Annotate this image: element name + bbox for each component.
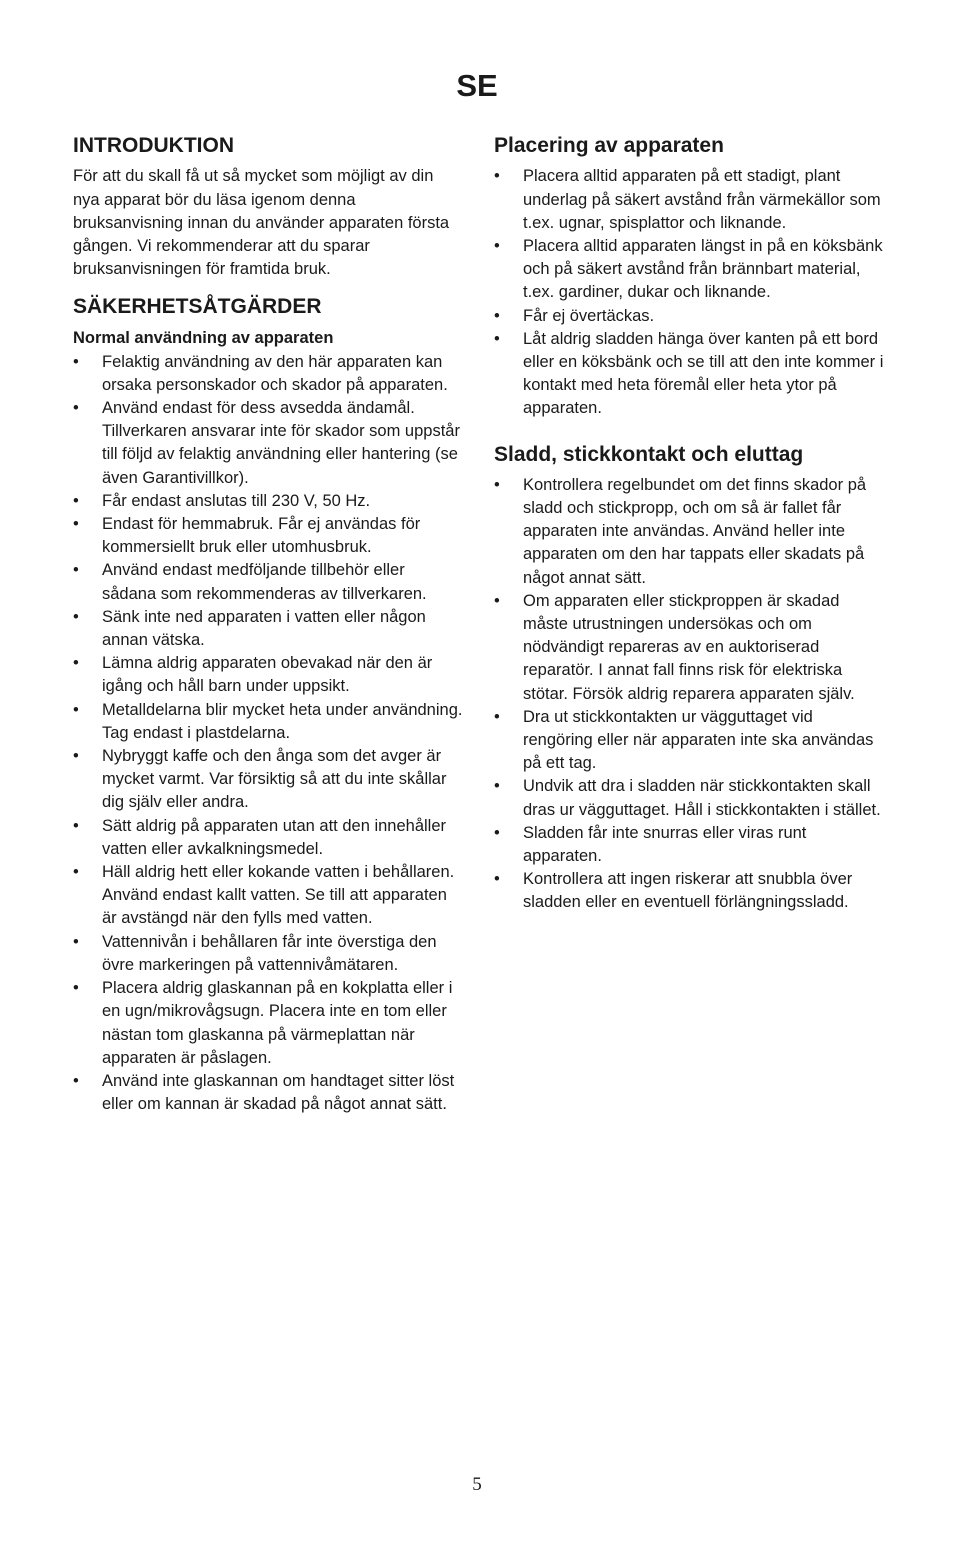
list-item: [73, 745, 463, 815]
bullet-icon: •: [73, 399, 79, 418]
list-item-text: Använd endast medföljande tillbehör eller sådana som rekommenderas av tillverkaren.: [102, 561, 427, 603]
list-item: [73, 699, 463, 745]
list-item-text: Lämna aldrig apparaten obevakad när den är igång och håll barn under uppsikt.: [102, 654, 433, 696]
bullet-icon: •: [73, 747, 79, 766]
list-item-text: Använd endast för dess avsedda ändamål. Tillverkaren ansvarar inte för skador som uppstår till följd av felaktig användning eller hantering (se även Garantivillkor).: [102, 399, 460, 487]
list-item: [73, 931, 463, 977]
bullet-icon: •: [73, 1071, 79, 1090]
bullet-icon: •: [73, 816, 79, 835]
list-item-text: Om apparaten eller stickproppen är skadad måste utrustningen undersökas och om nödvändigt repareras av en auktoriserad reparatör. I annat fall finns risk för elektriska stötar. Försök aldrig reparera apparaten själv.: [523, 591, 855, 703]
list-item-text: Placera alltid apparaten på ett stadigt, plant underlag på säkert avstånd från värmekällor som t.ex. ugnar, spisplattor och liknande.: [523, 167, 881, 232]
introduction-heading: INTRODUKTION: [73, 134, 234, 157]
list-item: [73, 606, 463, 652]
list-item-text: Sladden får inte snurras eller viras runt apparaten.: [523, 823, 807, 866]
list-item-text: Sätt aldrig på apparaten utan att den innehåller vatten eller avkalkningsmedel.: [102, 816, 447, 858]
bullet-icon: •: [73, 352, 79, 371]
list-item-text: Felaktig användning av den här apparaten kan orsaka personskador och skador på apparaten.: [102, 352, 448, 394]
list-item-text: Placera alltid apparaten längst in på en köksbänk och på säkert avstånd från brännbart material, t.ex. gardiner, dukar och liknande.: [523, 236, 883, 302]
list-item-text: Dra ut stickkontakten ur vägguttaget vid rengöring eller när apparaten inte ska användas på ett tag.: [523, 707, 874, 773]
list-item-text: Använd inte glaskannan om handtaget sitter löst eller om kannan är skadad på något annat sätt.: [102, 1071, 455, 1114]
bullet-icon: •: [494, 777, 500, 796]
list-item: [494, 305, 886, 328]
safety-list: [73, 351, 463, 1117]
list-item: [494, 590, 886, 706]
cord-heading: Sladd, stickkontakt och eluttag: [494, 442, 804, 466]
list-item-text: Låt aldrig sladden hänga över kanten på ett bord eller en köksbänk och se till att den inte kommer i kontakt med heta föremål eller heta ytor på apparaten.: [523, 329, 884, 418]
list-item-text: Kontrollera att ingen riskerar att snubbla över sladden eller en eventuell förlängningssladd.: [523, 870, 853, 912]
bullet-icon: •: [73, 700, 79, 719]
left-column: [73, 132, 463, 1116]
list-item-text: Endast för hemmabruk. Får ej användas för kommersiellt bruk eller utomhusbruk.: [102, 515, 421, 557]
list-item-text: Får ej övertäckas.: [523, 306, 655, 325]
bullet-icon: •: [73, 491, 79, 510]
list-item: [73, 977, 463, 1070]
safety-subheading: Normal användning av apparaten: [73, 328, 334, 347]
list-item: [73, 815, 463, 861]
list-item: [73, 861, 463, 931]
list-item: [494, 868, 886, 914]
list-item: [73, 490, 463, 513]
list-item: [494, 474, 886, 590]
bullet-icon: •: [494, 329, 500, 348]
list-item-text: Sänk inte ned apparaten i vatten eller någon annan vätska.: [102, 607, 426, 650]
cord-list: [494, 474, 886, 915]
page-number: 5: [472, 1474, 482, 1495]
list-item-text: Häll aldrig hett eller kokande vatten i behållaren. Använd endast kallt vatten. Se till att apparaten är avstängd när den fylls med vatten.: [102, 863, 455, 928]
list-item-text: Nybryggt kaffe och den ånga som det avger är mycket varmt. Var försiktig så att du inte skållar dig själv eller andra.: [102, 747, 447, 812]
list-item-text: Kontrollera regelbundet om det finns skador på sladd och stickpropp, och om så är fallet får apparaten inte användas. Använd heller inte apparaten om den har tappats eller skadats på något annat sätt.: [523, 475, 867, 587]
list-item-text: Metalldelarna blir mycket heta under användning. Tag endast i plastdelarna.: [102, 700, 463, 742]
right-column: [494, 132, 886, 915]
list-item: [73, 652, 463, 698]
list-item: [494, 235, 886, 305]
bullet-icon: •: [73, 607, 79, 626]
bullet-icon: •: [73, 515, 79, 534]
list-item: [73, 351, 463, 397]
bullet-icon: •: [73, 979, 79, 998]
list-item-text: Undvik att dra i sladden när stickkontakten skall dras ur vägguttaget. Håll i stickkontakten i stället.: [523, 777, 881, 819]
list-item: [494, 822, 886, 868]
bullet-icon: •: [494, 236, 500, 255]
bullet-icon: •: [73, 561, 79, 580]
list-item: [494, 328, 886, 421]
bullet-icon: •: [73, 863, 79, 882]
bullet-icon: •: [494, 591, 500, 610]
bullet-icon: •: [73, 932, 79, 951]
bullet-icon: •: [494, 870, 500, 889]
list-item: [494, 775, 886, 821]
bullet-icon: •: [494, 167, 500, 186]
safety-heading: SÄKERHETSÅTGÄRDER: [73, 295, 322, 319]
list-item: [73, 397, 463, 490]
bullet-icon: •: [73, 654, 79, 673]
placement-heading: Placering av apparaten: [494, 134, 724, 157]
list-item-text: Vattennivån i behållaren får inte överstiga den övre markeringen på vattennivåmätaren.: [102, 932, 437, 974]
bullet-icon: •: [494, 475, 500, 494]
list-item: [494, 165, 886, 235]
bullet-icon: •: [494, 306, 500, 325]
list-item: [73, 513, 463, 559]
bullet-icon: •: [494, 707, 500, 726]
list-item-text: Placera aldrig glaskannan på en kokplatta eller i en ugn/mikrovågsugn. Placera inte en tom eller nästan tom glaskanna på värmeplattan när apparaten är påslagen.: [102, 979, 453, 1067]
placement-list: [494, 165, 886, 420]
language-header: SE: [456, 68, 498, 103]
bullet-icon: •: [494, 823, 500, 842]
list-item-text: Får endast anslutas till 230 V, 50 Hz.: [102, 491, 371, 510]
introduction-text: För att du skall få ut så mycket som möjligt av din nya apparat bör du läsa igenom denna bruksanvisning innan du använder apparaten första gången. Vi rekommenderar att du sparar bruksanvisningen för framtida bruk.: [73, 167, 450, 279]
list-item: [494, 706, 886, 776]
list-item: [73, 559, 463, 605]
list-item: [73, 1070, 463, 1116]
